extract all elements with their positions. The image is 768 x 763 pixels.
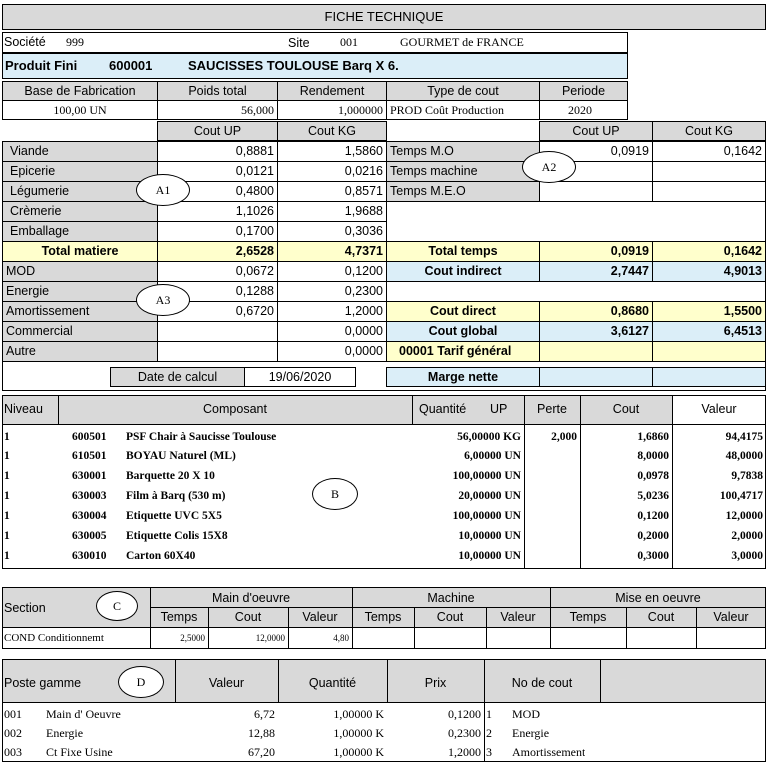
composant-row-valeur: 100,4717 xyxy=(719,490,763,502)
marge-label: Marge nette xyxy=(386,367,540,387)
composant-row-cout: 0,1200 xyxy=(637,510,669,522)
composant-row-qte: 10,00000 UN xyxy=(458,550,521,562)
composants-header-composant: Composant xyxy=(203,402,267,416)
autre-up-mod: 0,0672 xyxy=(157,261,278,282)
composant-row-qte: 56,00000 KG xyxy=(457,431,521,443)
composant-row-valeur: 9,7838 xyxy=(731,470,763,482)
composant-row-qte: 10,00000 UN xyxy=(458,530,521,542)
callout-c: C xyxy=(96,591,138,621)
matiere-label-emballage: Emballage xyxy=(2,221,158,242)
composant-row-code: 630003 xyxy=(72,490,107,502)
sections-row-temps: 2,5000 xyxy=(180,633,205,643)
composant-row-cout: 0,0978 xyxy=(637,470,669,482)
autre-kg-energie: 0,2300 xyxy=(277,281,387,302)
autre-kg-mod: 0,1200 xyxy=(277,261,387,282)
poste-row-name: Main d' Oeuvre xyxy=(46,707,121,721)
composant-row-qte: 6,00000 UN xyxy=(464,450,521,462)
composants-header-valeur: Valeur xyxy=(701,402,737,416)
composant-row-valeur: 94,4175 xyxy=(725,431,763,443)
sections-row-valeur: 4,80 xyxy=(333,633,349,643)
poste-row-qte: 1,00000 K xyxy=(333,707,384,721)
sections-sub-cout: Cout xyxy=(436,610,464,624)
cout-kg-header-right: Cout KG xyxy=(652,121,766,141)
composants-header-up: UP xyxy=(490,402,508,416)
matiere-up-cremerie: 1,1026 xyxy=(157,201,278,222)
sections-sub-temps: Temps xyxy=(160,610,198,624)
composants-header-cout: Cout xyxy=(612,402,640,416)
composant-row-code: 600501 xyxy=(72,431,107,443)
base-periode-value: 2020 xyxy=(539,100,628,120)
composant-row-code: 610501 xyxy=(72,450,107,462)
composant-row-code: 630004 xyxy=(72,510,107,522)
sections-row-name: COND Conditionnemt xyxy=(4,632,104,644)
total-matiere-label: Total matiere xyxy=(2,241,158,262)
base-type-value: PROD Coût Production xyxy=(386,100,540,120)
autre-label-mod: MOD xyxy=(2,261,158,282)
total-temps-kg: 0,1642 xyxy=(652,241,766,262)
base-poids-value: 56,000 xyxy=(157,100,278,120)
composant-row-perte: 2,000 xyxy=(551,431,577,443)
poste-row-cout: MOD xyxy=(512,707,541,721)
matiere-kg-legumerie: 0,8571 xyxy=(277,181,387,202)
tarif-divider-1 xyxy=(539,341,540,362)
sections-sub-temps: Temps xyxy=(364,610,402,624)
composants-header-niveau: Niveau xyxy=(4,402,43,416)
matiere-label-viande: Viande xyxy=(2,141,158,162)
autre-label-amortissement: Amortissement xyxy=(2,301,158,322)
page-title: FICHE TECHNIQUE xyxy=(2,4,766,30)
composant-row-valeur: 48,0000 xyxy=(725,450,763,462)
autre-label-energie: Energie xyxy=(2,281,158,302)
temps-kg-mo: 0,1642 xyxy=(652,141,766,162)
callout-a2: A2 xyxy=(522,151,576,183)
composants-header-quantite: Quantité xyxy=(419,402,467,416)
postes-header-quantite: Quantité xyxy=(308,676,357,690)
composant-row-niveau: 1 xyxy=(4,490,10,502)
tarif-divider-2 xyxy=(652,341,653,362)
composant-row-niveau: 1 xyxy=(4,470,10,482)
site-name: GOURMET de FRANCE xyxy=(400,35,524,49)
marge-kg xyxy=(652,367,766,387)
matiere-up-emballage: 0,1700 xyxy=(157,221,278,242)
date-label: Date de calcul xyxy=(110,367,245,387)
sections-sub-valeur: Valeur xyxy=(500,610,536,624)
total-temps-label: Total temps xyxy=(386,241,540,262)
temps-kg-meo xyxy=(652,181,766,202)
temps-label-mo: Temps M.O xyxy=(386,141,540,162)
cout-indirect-up: 2,7447 xyxy=(539,261,653,282)
postes-header-line xyxy=(2,702,766,703)
composant-row-niveau: 1 xyxy=(4,431,10,443)
composant-row-cout: 0,2000 xyxy=(637,530,669,542)
cout-global-kg: 6,4513 xyxy=(652,321,766,342)
composant-row-name: Film à Barq (530 m) xyxy=(126,490,226,502)
date-value: 19/06/2020 xyxy=(244,367,356,387)
total-matiere-kg: 4,7371 xyxy=(277,241,387,262)
autre-up-energie: 0,1288 xyxy=(157,281,278,302)
poste-row-prix: 0,2300 xyxy=(448,726,481,740)
autre-label-commercial: Commercial xyxy=(2,321,158,342)
poste-row-no: 1 xyxy=(486,707,492,721)
matiere-kg-epicerie: 0,0216 xyxy=(277,161,387,182)
postes-header-valeur: Valeur xyxy=(208,676,245,690)
autre-kg-amortissement: 1,2000 xyxy=(277,301,387,322)
composant-row-name: Carton 60X40 xyxy=(126,550,196,562)
sections-group-machine: Machine xyxy=(427,591,475,605)
temps-up-meo xyxy=(539,181,653,202)
produit-name: SAUCISSES TOULOUSE Barq X 6. xyxy=(188,58,399,73)
temps-label-meo: Temps M.E.O xyxy=(386,181,540,202)
composant-row-niveau: 1 xyxy=(4,550,10,562)
matiere-label-legumerie: Légumerie xyxy=(2,181,158,202)
site-code: 001 xyxy=(340,35,358,49)
composant-row-name: Barquette 20 X 10 xyxy=(126,470,215,482)
sections-group-mo: Main d'oeuvre xyxy=(211,591,291,605)
sections-sub-valeur: Valeur xyxy=(713,610,749,624)
cout-up-header-left: Cout UP xyxy=(157,121,278,141)
matiere-up-legumerie: 0,4800 xyxy=(157,181,278,202)
callout-d: D xyxy=(118,666,164,698)
postes-header-poste: Poste gamme xyxy=(4,676,82,690)
right-empty-block xyxy=(386,201,766,242)
sections-label: Section xyxy=(4,601,46,615)
matiere-label-cremerie: Crèmerie xyxy=(2,201,158,222)
matiere-kg-viande: 1,5860 xyxy=(277,141,387,162)
callout-a1: A1 xyxy=(136,174,190,206)
poste-row-code: 001 xyxy=(4,707,22,721)
poste-row-qte: 1,00000 K xyxy=(333,726,384,740)
composant-row-valeur: 12,0000 xyxy=(725,510,763,522)
composants-header-line xyxy=(2,424,766,425)
produit-code: 600001 xyxy=(109,58,153,73)
composants-header-perte: Perte xyxy=(537,402,567,416)
composant-row-niveau: 1 xyxy=(4,530,10,542)
postes-header-prix: Prix xyxy=(424,676,447,690)
matiere-kg-cremerie: 1,9688 xyxy=(277,201,387,222)
societe-value: 999 xyxy=(66,35,84,49)
poste-row-no: 3 xyxy=(486,745,492,759)
marge-up xyxy=(539,367,653,387)
composant-row-code: 630010 xyxy=(72,550,107,562)
poste-row-name: Energie xyxy=(46,726,84,740)
base-rendement-value: 1,000000 xyxy=(277,100,387,120)
composant-row-name: Etiquette Colis 15X8 xyxy=(126,530,228,542)
composant-row-qte: 100,00000 UN xyxy=(452,470,521,482)
composants-col-qte xyxy=(524,395,525,569)
sections-group-meo: Mise en oeuvre xyxy=(615,591,701,605)
base-header-type: Type de cout xyxy=(386,81,540,101)
sections-sub-valeur: Valeur xyxy=(302,610,338,624)
total-matiere-up: 2,6528 xyxy=(157,241,278,262)
sections-header-line xyxy=(2,627,766,628)
composant-row-name: PSF Chair à Saucisse Toulouse xyxy=(126,431,277,443)
temps-up-mo: 0,0919 xyxy=(539,141,653,162)
composant-row-cout: 5,0236 xyxy=(637,490,669,502)
sections-sub-cout: Cout xyxy=(647,610,675,624)
poste-row-qte: 1,00000 K xyxy=(333,745,384,759)
cout-indirect-kg: 4,9013 xyxy=(652,261,766,282)
sections-sub-temps: Temps xyxy=(569,610,607,624)
poste-row-code: 002 xyxy=(4,726,22,740)
composant-row-valeur: 2,0000 xyxy=(731,530,763,542)
tarif-label: 00001 Tarif général xyxy=(386,341,766,362)
callout-a3: A3 xyxy=(136,284,190,316)
temps-kg-machine xyxy=(652,161,766,182)
composant-row-cout: 8,0000 xyxy=(637,450,669,462)
composant-row-niveau: 1 xyxy=(4,510,10,522)
cout-direct-up: 0,8680 xyxy=(539,301,653,322)
autre-kg-autre: 0,0000 xyxy=(277,341,387,362)
societe-label: Société xyxy=(4,35,46,49)
cout-up-header-right: Cout UP xyxy=(539,121,653,141)
cout-direct-kg: 1,5500 xyxy=(652,301,766,322)
sections-row-cout: 12,0000 xyxy=(255,633,285,643)
societe-row xyxy=(2,32,628,53)
callout-b: B xyxy=(312,478,358,510)
autre-kg-commercial: 0,0000 xyxy=(277,321,387,342)
poste-row-prix: 1,2000 xyxy=(448,745,481,759)
base-header-periode: Periode xyxy=(539,81,628,101)
cout-global-label: Cout global xyxy=(386,321,540,342)
autre-up-amortissement: 0,6720 xyxy=(157,301,278,322)
base-header-rendement: Rendement xyxy=(277,81,387,101)
composant-row-niveau: 1 xyxy=(4,450,10,462)
composants-col-composant xyxy=(412,395,413,424)
poste-row-code: 003 xyxy=(4,745,22,759)
base-header-fabrication: Base de Fabrication xyxy=(2,81,158,101)
cout-global-up: 3,6127 xyxy=(539,321,653,342)
poste-row-valeur: 67,20 xyxy=(248,745,275,759)
temps-label-machine: Temps machine xyxy=(386,161,540,182)
base-fabrication-value: 100,00 UN xyxy=(2,100,158,120)
composant-row-name: BOYAU Naturel (ML) xyxy=(126,450,236,462)
poste-row-name: Ct Fixe Usine xyxy=(46,745,113,759)
matiere-up-viande: 0,8881 xyxy=(157,141,278,162)
cout-kg-header-left: Cout KG xyxy=(277,121,387,141)
matiere-up-epicerie: 0,0121 xyxy=(157,161,278,182)
poste-row-cout: Energie xyxy=(512,726,550,740)
composant-row-cout: 1,6860 xyxy=(637,431,669,443)
site-label: Site xyxy=(288,36,310,50)
autre-label-autre: Autre xyxy=(2,341,158,362)
cout-direct-label: Cout direct xyxy=(386,301,540,322)
base-header-poids: Poids total xyxy=(157,81,278,101)
matiere-kg-emballage: 0,3036 xyxy=(277,221,387,242)
sections-sub-cout: Cout xyxy=(234,610,262,624)
composant-row-code: 630001 xyxy=(72,470,107,482)
composant-row-code: 630005 xyxy=(72,530,107,542)
poste-row-cout: Amortissement xyxy=(512,745,586,759)
produit-label: Produit Fini xyxy=(5,58,78,73)
matiere-label-epicerie: Epicerie xyxy=(2,161,158,182)
composant-row-qte: 100,00000 UN xyxy=(452,510,521,522)
autre-up-autre xyxy=(157,341,278,362)
composant-row-qte: 20,00000 UN xyxy=(458,490,521,502)
cout-indirect-label: Cout indirect xyxy=(386,261,540,282)
poste-row-valeur: 6,72 xyxy=(254,707,275,721)
autre-up-commercial xyxy=(157,321,278,342)
postes-header-no-cout: No de cout xyxy=(511,676,573,690)
poste-row-valeur: 12,88 xyxy=(248,726,275,740)
total-temps-up: 0,0919 xyxy=(539,241,653,262)
poste-row-no: 2 xyxy=(486,726,492,740)
postes-col-5 xyxy=(600,659,601,702)
composant-row-name: Etiquette UVC 5X5 xyxy=(126,510,222,522)
right-spacer xyxy=(386,281,766,302)
poste-row-prix: 0,1200 xyxy=(448,707,481,721)
composant-row-valeur: 3,0000 xyxy=(731,550,763,562)
composant-row-cout: 0,3000 xyxy=(637,550,669,562)
